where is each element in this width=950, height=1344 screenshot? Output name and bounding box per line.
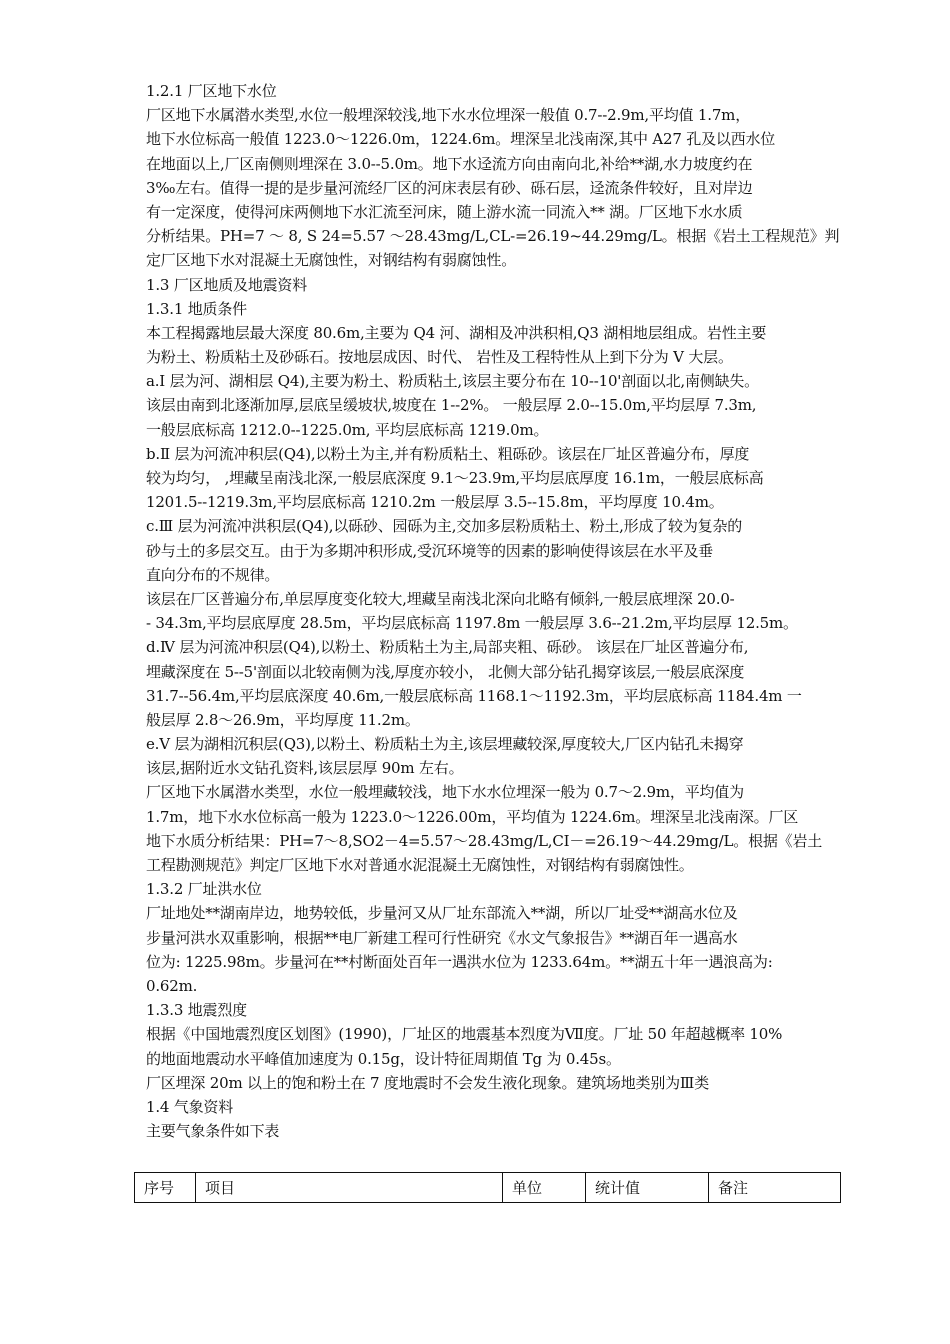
paragraph-line: 3‰左右。值得一提的是步量河流经厂区的河床表层有砂、砾石层，迳流条件较好，且对岸边 xyxy=(146,178,753,197)
weather-table xyxy=(134,1172,841,1203)
paragraph-line: 在地面以上,厂区南侧则埋深在 3.0--5.0m。地下水迳流方向由南向北,补给**湖,水力坡度约在 xyxy=(146,154,753,173)
paragraph-line: - 34.3m,平均层底厚度 28.5m，平均层底标高 1197.8m 一般层厚 3.6--21.2m,平均层厚 12.5m。 xyxy=(146,614,798,633)
paragraph-line: 31.7--56.4m,平均层底深度 40.6m,一般层底标高 1168.1～1192.3m，平均层底标高 1184.4m 一 xyxy=(146,686,802,705)
paragraph-line: b.Ⅱ 层为河流冲积层(Q4),以粉土为主,并有粉质粘土、粗砾砂。该层在厂址区普遍分布，厚度 xyxy=(146,444,750,463)
section-heading: 1.2.1 厂区地下水位 xyxy=(146,82,277,100)
paragraph-line: 该层由南到北逐渐加厚,层底呈缓坡状,坡度在 1--2%。 一般层厚 2.0--15.0m,平均层厚 7.3m, xyxy=(146,396,757,415)
section-heading: 1.3.3 地震烈度 xyxy=(146,1001,247,1020)
paragraph-line: 有一定深度，使得河床两侧地下水汇流至河床，随上游水流一同流入** 湖。厂区地下水水质 xyxy=(146,202,743,221)
section-heading: 1.3 厂区地质及地震资料 xyxy=(146,275,308,294)
header-cell-item: 项目 xyxy=(196,1173,503,1203)
table-caption: 主要气象条件如下表 xyxy=(146,1122,280,1141)
table-header-row xyxy=(135,1173,841,1203)
paragraph-line: 工程勘测规范》判定厂区地下水对普通水泥混凝土无腐蚀性，对钢结构有弱腐蚀性。 xyxy=(146,856,694,874)
paragraph-line: 厂区埋深 20m 以上的饱和粉土在 7 度地震时不会发生液化现象。建筑场地类别为Ⅲ类 xyxy=(146,1073,709,1092)
paragraph-line: 1201.5--1219.3m,平均层底标高 1210.2m 一般层厚 3.5--15.8m，平均厚度 10.4m。 xyxy=(146,493,724,512)
section-heading: 1.3.2 厂址洪水位 xyxy=(146,880,262,899)
paragraph-line: 本工程揭露地层最大深度 80.6m,主要为 Q4 河、湖相及冲洪积相,Q3 湖相地层组成。岩性主要 xyxy=(146,323,767,342)
paragraph-line: 直向分布的不规律。 xyxy=(146,565,280,584)
header-cell-note: 备注 xyxy=(709,1173,841,1203)
paragraph-line: 厂区地下水属潜水类型，水位一般埋藏较浅，地下水水位埋深一般为 0.7～2.9m，平均值为 xyxy=(146,783,744,802)
paragraph-line: 地下水质分析结果：PH=7～8,SO2－4=5.57～28.43mg/L,CI－=26.19～44.29mg/L。根据《岩土 xyxy=(146,831,823,850)
paragraph-line: 根据《中国地震烈度区划图》(1990)，厂址区的地震基本烈度为Ⅶ度。厂址 50 年超越概率 10% xyxy=(146,1025,783,1044)
paragraph-line: 定厂区地下水对混凝土无腐蚀性，对钢结构有弱腐蚀性。 xyxy=(146,251,517,270)
paragraph-line: 步量河洪水双重影响，根据**电厂新建工程可行性研究《水文气象报告》**湖百年一遇高水 xyxy=(146,928,738,947)
paragraph-line: 一般层底标高 1212.0--1225.0m, 平均层底标高 1219.0m。 xyxy=(146,420,549,439)
paragraph-line: 埋藏深度在 5--5'剖面以北较南侧为浅,厚度亦较小， 北侧大部分钻孔揭穿该层,一般层底深度 xyxy=(146,662,745,681)
paragraph-line: 该层在厂区普遍分布,单层厚度变化较大,埋藏呈南浅北深向北略有倾斜,一般层底埋深 20.0- xyxy=(146,589,735,608)
section-heading: 1.4 气象资料 xyxy=(146,1097,234,1116)
header-cell-value: 统计值 xyxy=(586,1173,709,1203)
paragraph-line: 分析结果。PH=7 ～ 8, S 24=5.57 ～28.43mg/L,CL-=26.19~44.29mg/L。根据《岩土工程规范》判 xyxy=(146,227,840,246)
paragraph-line: 地下水位标高一般值 1223.0～1226.0m，1224.6m。埋深呈北浅南深,其中 A27 孔及以西水位 xyxy=(146,130,776,149)
paragraph-line: 厂址地处**湖南岸边，地势较低，步量河又从厂址东部流入**湖，所以厂址受**湖高水位及 xyxy=(146,904,738,923)
document-body xyxy=(146,79,840,1143)
paragraph-line: 1.7m，地下水水位标高一般为 1223.0～1226.00m，平均值为 1224.6m。埋深呈北浅南深。厂区 xyxy=(146,807,799,826)
paragraph-line: 位为: 1225.98m。步量河在**村断面处百年一遇洪水位为 1233.64m。**湖五十年一遇浪高为: xyxy=(146,952,773,971)
paragraph-line: e.Ⅴ 层为湖相沉积层(Q3),以粉土、粉质粘土为主,该层埋藏较深,厚度较大,厂区内钻孔未揭穿 xyxy=(146,735,744,754)
paragraph-line: 为粉土、粉质粘土及砂砾石。按地层成因、时代、 岩性及工程特性从上到下分为 V 大层。 xyxy=(146,348,733,367)
paragraph-line: 该层,据附近水文钻孔资料,该层层厚 90m 左右。 xyxy=(146,759,464,778)
paragraph-line: d.Ⅳ 层为河流冲积层(Q4),以粉土、粉质粘土为主,局部夹粗、砾砂。 该层在厂址区普遍分布, xyxy=(146,638,749,657)
header-cell-unit: 单位 xyxy=(503,1173,586,1203)
paragraph-line: 的地面地震动水平峰值加速度为 0.15g，设计特征周期值 Tg 为 0.45s。 xyxy=(146,1049,621,1068)
section-heading: 1.3.1 地质条件 xyxy=(146,299,247,318)
paragraph-line: 般层厚 2.8～26.9m，平均厚度 11.2m。 xyxy=(146,710,420,729)
paragraph-line: 砂与土的多层交互。由于为多期冲积形成,受沉环境等的因素的影响使得该层在水平及垂 xyxy=(146,541,713,560)
paragraph-line: c.Ⅲ 层为河流冲洪积层(Q4),以砾砂、园砾为主,交加多层粉质粘土、粉土,形成了较为复杂的 xyxy=(146,517,743,536)
paragraph-line: a.I 层为河、湖相层 Q4),主要为粉土、粉质粘土,该层主要分布在 10--10'剖面以北,南侧缺失。 xyxy=(146,372,759,391)
header-cell-index: 序号 xyxy=(135,1173,196,1203)
paragraph-line: 厂区地下水属潜水类型,水位一般埋深较浅,地下水水位埋深一般值 0.7--2.9m,平均值 1.7m， xyxy=(146,106,750,125)
paragraph-line: 0.62m. xyxy=(146,976,198,995)
paragraph-line: 较为均匀， ,埋藏呈南浅北深,一般层底深度 9.1～23.9m,平均层底厚度 16.1m，一般层底标高 xyxy=(146,469,764,487)
